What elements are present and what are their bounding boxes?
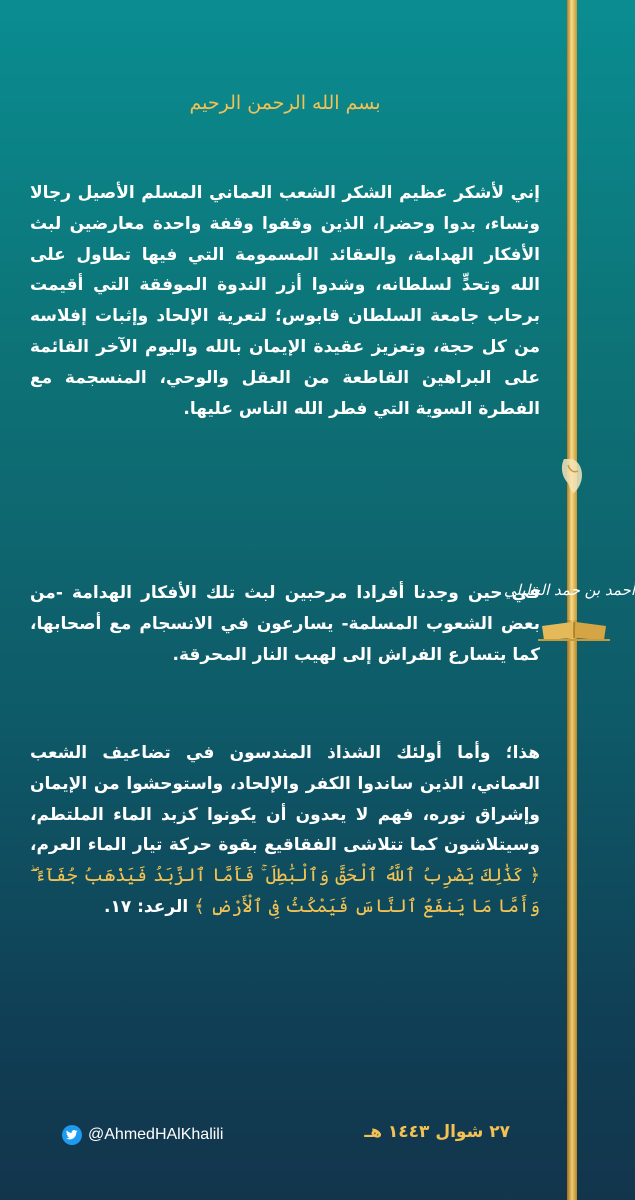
- basmala-heading: بسم الله الرحمن الرحيم: [189, 92, 381, 114]
- gold-divider-bottom: [567, 620, 577, 1200]
- twitter-link[interactable]: [62, 1123, 223, 1147]
- signature: أحمد بن حمد الخليلي: [503, 581, 635, 599]
- verse-citation: الرعد: ١٧.: [103, 896, 189, 917]
- paragraph-3: [30, 738, 540, 923]
- open-book-icon: [538, 618, 610, 642]
- quran-verse: ﴿ كَذَٰلِكَ يَضْرِبُ ٱللَّهُ ٱلْحَقَّ وَٱلْبَٰطِلَ ۚ فَأَمَّا ٱلزَّبَدُ فَيَذْهَبُ جُفَآءً ۖ وَأَمَّا مَا يَنفَعُ ٱلنَّاسَ فَيَمْكُثُ فِى ٱلْأَرْضِ ﴾: [30, 865, 540, 917]
- hijri-date: ٢٧ شوال ١٤٤٣ هـ: [364, 1122, 510, 1142]
- paragraph-2: في حين وجدنا أفرادا مرحبين لبث تلك الأفكار الهدامة -من بعض الشعوب المسلمة- يسارعون في الانسجام مع أصحابها، كما يتسارع الفراش إلى لهيب النار المحرقة.: [30, 583, 540, 665]
- hands-icon: [558, 455, 586, 495]
- twitter-bird-icon: [62, 1125, 82, 1145]
- paragraph-1: إني لأشكر عظيم الشكر الشعب العماني المسلم الأصيل رجالا ونساء، بدوا وحضرا، الذين وقفوا وقفة واحدة معارضين لبث الأفكار الهدامة، والعقائد المسمومة التي فيها تطاول على الله وتحدٍّ لسلطانه، وشدوا أزر الندوة الموفقة التي أقيمت برحاب جامعة السلطان قابوس؛ لتعرية الإلحاد وإثبات إفلاسه من كل حجة، وتعزيز عقيدة الإيمان بالله واليوم الآخر القائمة على البراهين القاطعة من العقل والوحي، المنسجمة مع الفطرة السوية التي فطر الله الناس عليها.: [30, 183, 540, 419]
- twitter-handle[interactable]: @AhmedHAlKhalili: [88, 1126, 224, 1143]
- paragraph-3-text: هذا؛ وأما أولئك الشذاذ المندسون في تضاعيف الشعب العماني، الذين ساندوا الكفر والإلحاد، واستوحشوا من الإيمان وإشراق نوره، فهم لا يعدون أن يكونوا كزبد الماء الملتطم، وسيتلاشون كما تتلاشى الفقاقيع بقوة حركة تيار الماء العرم،: [30, 743, 540, 856]
